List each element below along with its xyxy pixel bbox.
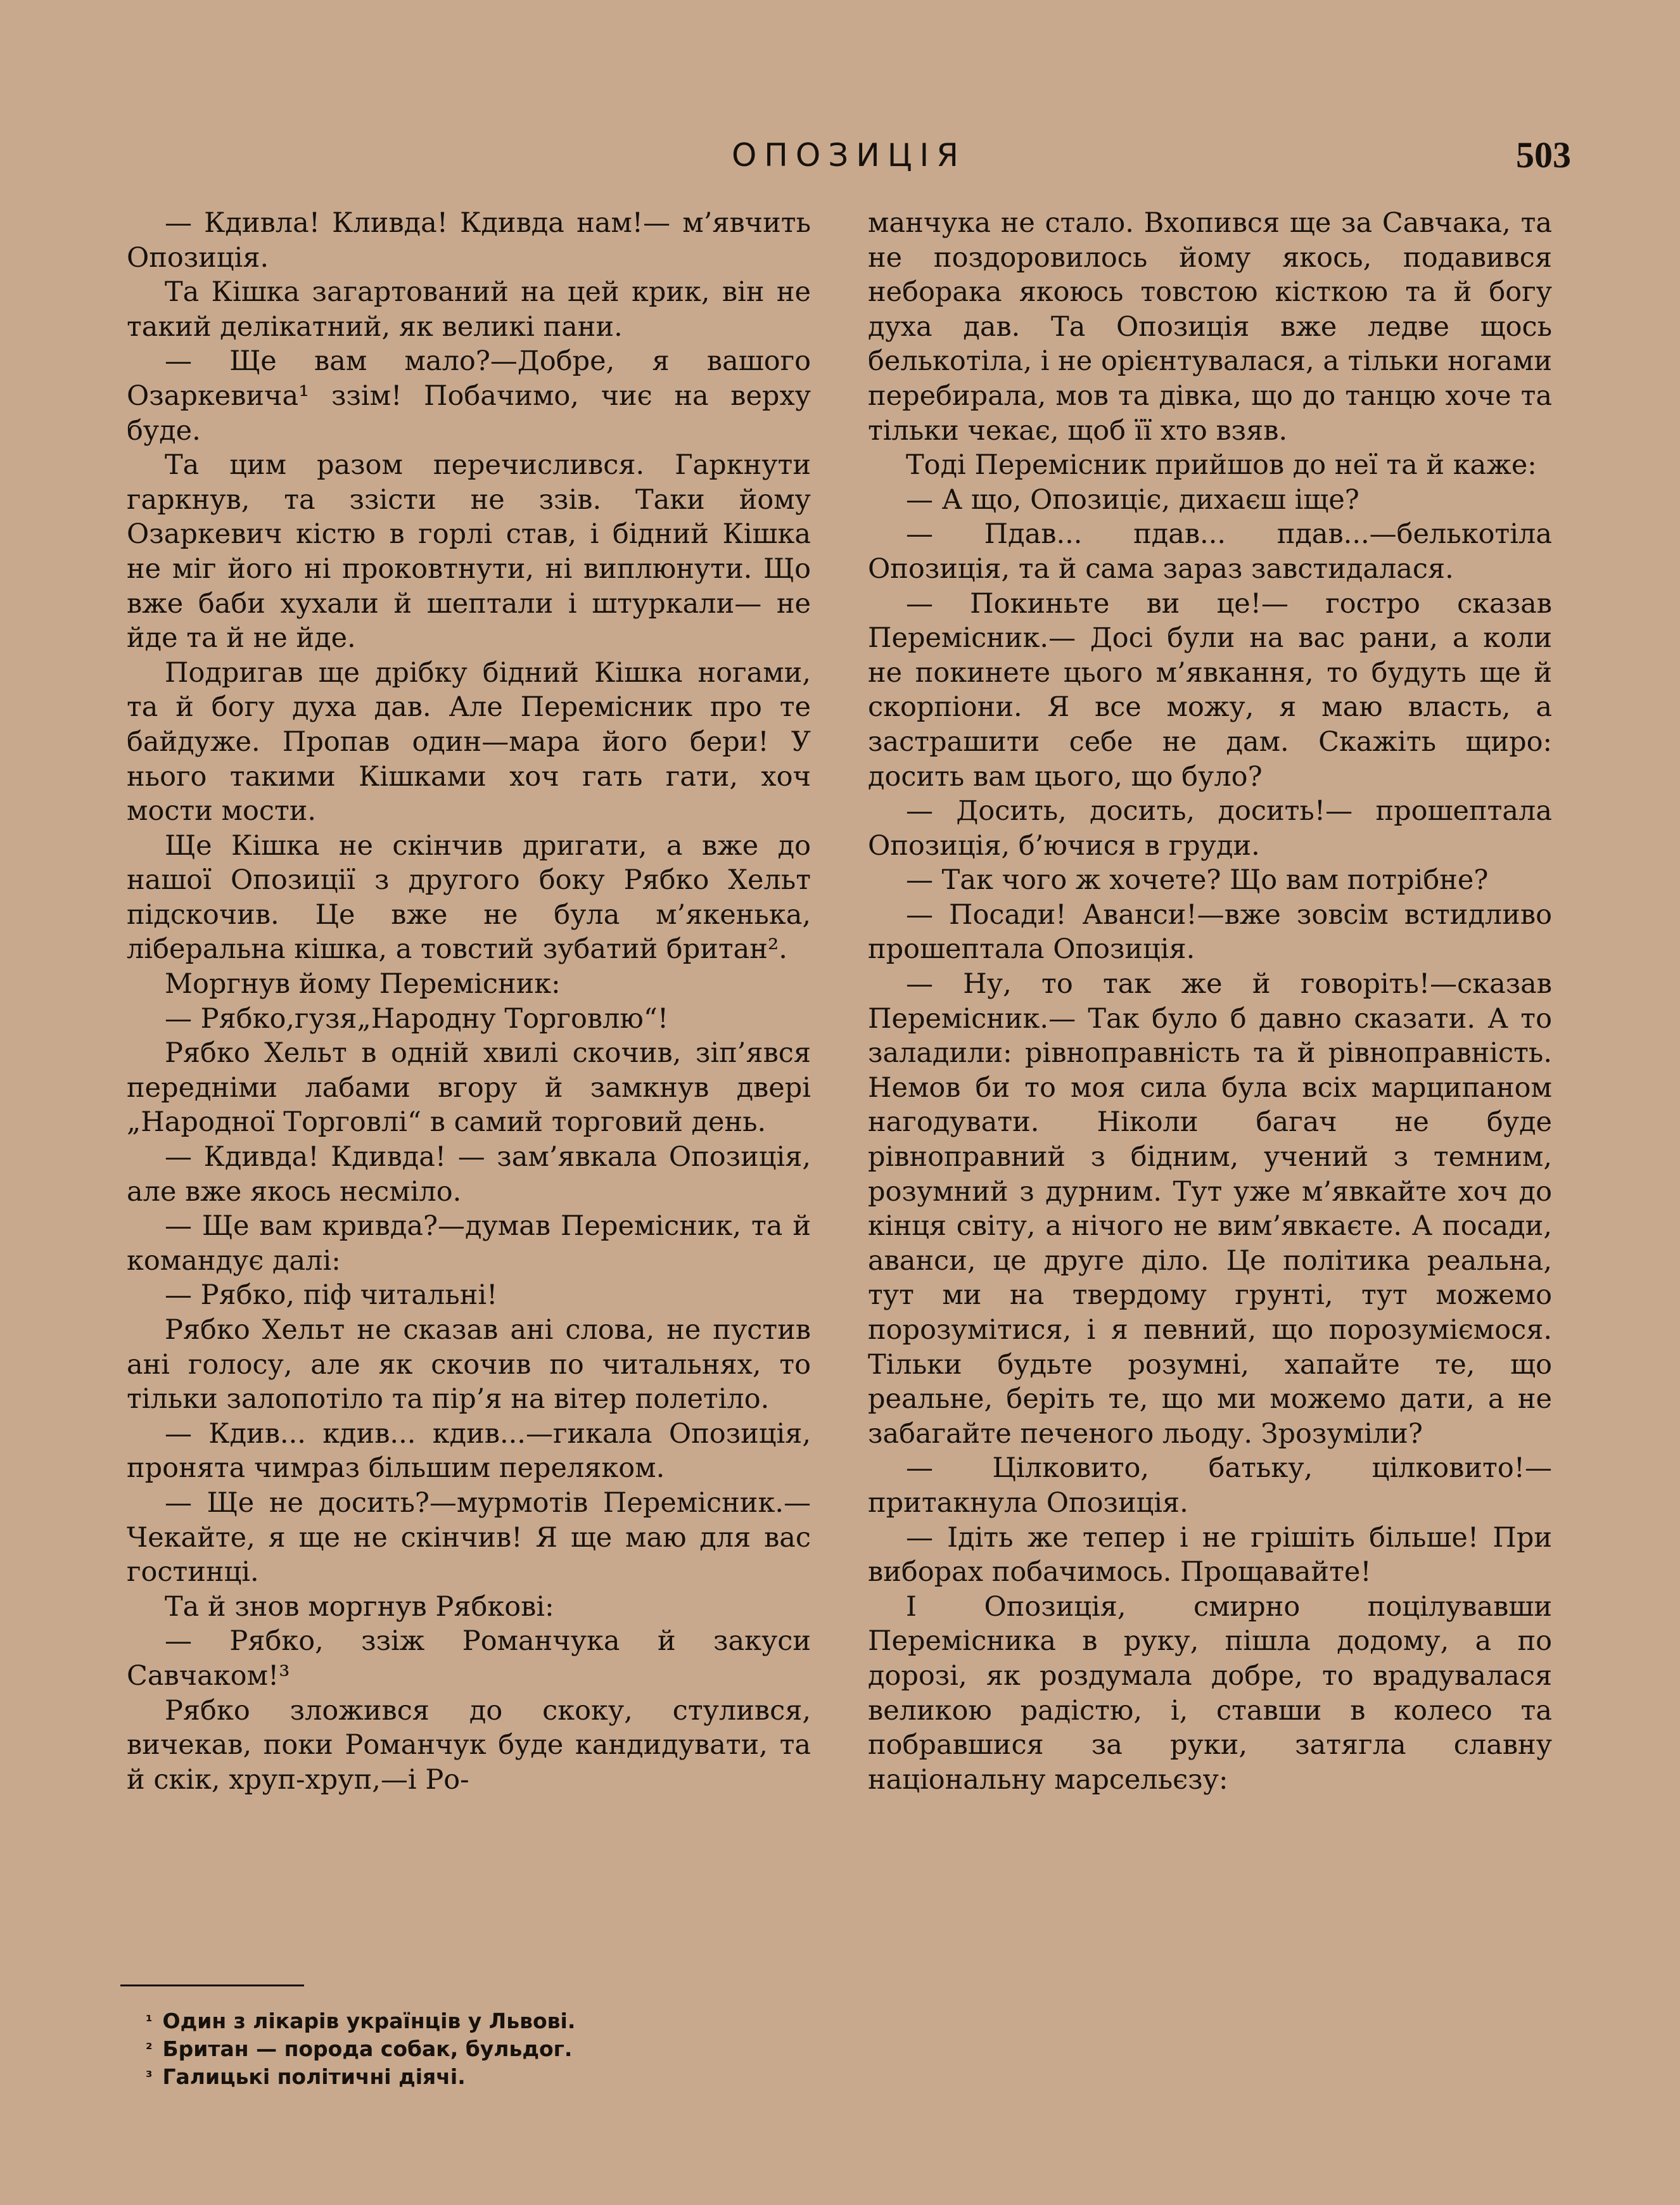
paragraph: — Цілковито, батьку, цілковито!— притакнула Опозиція.	[868, 1452, 1552, 1519]
paragraph: — Кдивла! Кливда! Кдивда нам!— м’явчить Опозиція.	[127, 207, 811, 274]
footnote-text: Галицькі політичні діячі.	[162, 2064, 466, 2089]
footnote-text: Один з лікарів українців у Львові.	[162, 2009, 576, 2033]
footnote	[146, 2035, 779, 2063]
footnote	[146, 2063, 779, 2091]
paragraph: Тоді Перемісник прийшов до неї та й каже:	[906, 449, 1537, 482]
footnote	[146, 2007, 779, 2035]
paragraph: — Досить, досить, досить!— прошептала Опозиція, б’ючися в груди.	[868, 795, 1552, 862]
footnote-divider	[120, 1984, 304, 1986]
paragraph: — Так чого ж хочете? Що вам потрібне?	[906, 864, 1489, 897]
paragraph: Ще Кішка не скінчив дригати, а вже до нашої Опозиції з другого боку Рябко Хельт підскочив. Це вже не була м’якенька, ліберальна кішка, а товстий зубатий британ².	[127, 829, 811, 966]
running-title: ОПОЗИЦІЯ	[731, 137, 967, 174]
paragraph: Та цим разом перечислився. Гаркнути гаркнув, та ззісти не ззів. Таки йому Озаркевич кістю в горлі став, і бідний Кішка не міг його ні проковтнути, ні виплюнути. Що вже баби хухали й шептали і штуркали— не йде та й не йде.	[127, 449, 811, 655]
paragraph: — Кдивда! Кдивда! — зам’явкала Опозиція, але вже якось несміло.	[127, 1141, 811, 1208]
paragraph: Рябко зложився до скоку, стулився, вичекав, поки Романчук буде кандидувати, та й скік, хруп-хруп,—і Ро-	[127, 1694, 811, 1796]
paragraph: — Ще вам мало?—Добре, я вашого Озаркевича¹ ззім! Побачимо, чиє на верху буде.	[127, 345, 811, 447]
paragraph: манчука не стало. Вхопився ще за Савчака, та не поздоровилось йому якось, подавився неборака якоюсь товстою кісткою та й богу духа дав. Та Опозиція вже ледве щось белькотіла, і не орієнтувалася, а тільки ногами перебирала, мов та дівка, що до танцю хоче та тільки чекає, щоб її хто взяв.	[868, 207, 1552, 447]
page-number: 503	[1516, 134, 1571, 176]
paragraph: — Ще вам кривда?—думав Перемісник, та й командує далі:	[127, 1210, 811, 1277]
paragraph: Рябко Хельт не сказав ані слова, не пустив ані голосу, але як скочив по читальнях, то тільки залопотіло та пір’я на вітер полетіло.	[127, 1314, 811, 1416]
paragraph: Моргнув йому Перемісник:	[165, 968, 561, 1000]
paragraph: — Кдив... кдив... кдив...—гикала Опозиція, пронята чимраз більшим переляком.	[127, 1417, 811, 1485]
paragraph: — Пдав... пдав... пдав...—белькотіла Опозиція, та й сама зараз завстидалася.	[868, 518, 1552, 585]
right-column	[868, 206, 1552, 1797]
paragraph: — Ідіть же тепер і не грішіть більше! При виборах побачимось. Прощавайте!	[868, 1521, 1552, 1588]
page-header	[127, 130, 1571, 181]
footnotes	[146, 2007, 779, 2091]
paragraph: — А що, Опозиціє, дихаєш іще?	[906, 483, 1359, 516]
footnote-mark: ³	[146, 2068, 153, 2086]
paragraph: Рябко Хельт в одній хвилі скочив, зіп’явся передніми лабами вгору й замкнув двері „Народної Торговлі“ в самий торговий день.	[127, 1037, 811, 1139]
paragraph: — Рябко,гузя„Народну Торговлю“!	[165, 1002, 669, 1035]
paragraph: — Ну, то так же й говоріть!—сказав Перемісник.— Так було б давно сказати. А то заладили: рівноправність та й рівноправність. Немов би то моя сила була всіх марципаном нагодувати. Ніколи багач не буде рівноправний з бідним, учений з темним, розумний з дурним. Тут уже м’явкайте хоч до кінця світу, а нічого не вим’явкаєте. А посади, аванси, це друге діло. Це політика реальна, тут ми на твердому грунті, тут можемо порозумітися, і я певний, що порозуміємося. Тільки будьте розумні, хапайте те, що реальне, беріть те, що ми можемо дати, а не забагайте печеного льоду. Зрозуміли?	[868, 968, 1552, 1450]
paragraph: Та й знов моргнув Рябкові:	[165, 1590, 554, 1623]
footnote-text: Британ — порода собак, бульдог.	[162, 2036, 573, 2061]
left-column	[127, 206, 811, 1797]
paragraph: І Опозиція, смирно поцілувавши Перемісника в руку, пішла додому, а по дорозі, як роздумала добре, то врадувалася великою радістю, і, ставши в колесо та побравшися за руки, затягла славну національну марсельєзу:	[868, 1590, 1552, 1796]
paragraph: — Покиньте ви це!— гостро сказав Перемісник.— Досі були на вас рани, а коли не покинете цього м’явкання, то будуть ще й скорпіони. Я все можу, я маю власть, а застрашити себе не дам. Скажіть щиро: досить вам цього, що було?	[868, 587, 1552, 793]
footnote-mark: ¹	[146, 2012, 153, 2030]
paragraph: — Рябко, ззіж Романчука й закуси Савчаком!³	[127, 1625, 811, 1692]
footnote-mark: ²	[146, 2040, 153, 2058]
paragraph: Подригав ще дрібку бідний Кішка ногами, та й богу духа дав. Але Перемісник про те байдуже. Пропав один—мара його бери! У нього такими Кішками хоч гать гати, хоч мости мости.	[127, 656, 811, 828]
paragraph: — Рябко, піф читальні!	[165, 1279, 498, 1312]
paragraph: — Посади! Аванси!—вже зовсім встидливо прошептала Опозиція.	[868, 898, 1552, 966]
paragraph: Та Кішка загартований на цей крик, він не такий делікатний, як великі пани.	[127, 276, 811, 343]
paragraph: — Ще не досить?—мурмотів Перемісник.— Чекайте, я ще не скінчив! Я ще маю для вас гостинці.	[127, 1486, 811, 1588]
